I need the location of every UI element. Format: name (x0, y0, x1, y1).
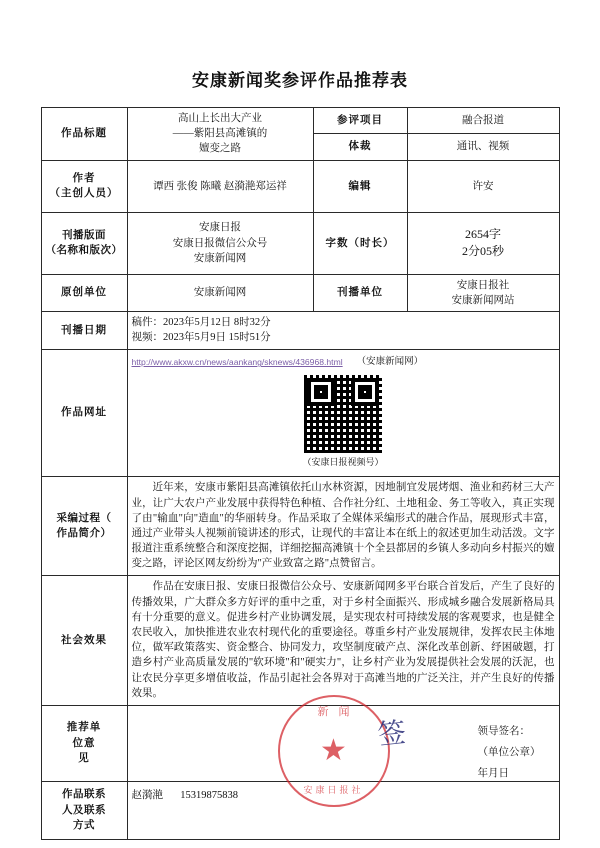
table-row (41, 705, 559, 781)
label-publish-layout (41, 212, 127, 274)
value-publish-layout (127, 212, 313, 274)
work-title-line-1: 高山上长出大产业 (178, 113, 262, 124)
word-count-line-2: 2分05秒 (461, 244, 504, 259)
value-original-unit: 安康新闻网 (127, 274, 313, 311)
label-editor: 编辑 (313, 160, 407, 212)
work-title-line-2: ——紫阳县高滩镇的 (172, 128, 268, 140)
table-row (41, 575, 559, 705)
value-publish-unit (407, 274, 559, 311)
contact-phone: 15319875838 (180, 789, 238, 801)
value-review-item: 融合报道 (407, 108, 559, 134)
value-work-url-cell (127, 349, 559, 477)
unit-seal-label: （单位公章） (477, 747, 541, 759)
signature-date-label: 年月日 (477, 768, 509, 780)
publish-date-line-1: 稿件：2023年5月12日 8时32分 (131, 317, 271, 329)
publish-layout-line-3: 安康新闻网 (193, 252, 247, 264)
work-url-link[interactable]: http://www.akxw.cn/news/aankang/sknews/436968.html (131, 357, 343, 368)
value-contact (127, 781, 559, 839)
value-social-effect: 作品在安康日报、安康日报微信公众号、安康新闻网多平台联合首发后，产生了良好的传播效果，广大群众多方好评的重中之重，对于乡村全面振兴、形成城乡融合发展新格局具有十分重要的意义。促进乡村产业协调发展，是实现农村可持续发展的客观要求，也是健全农民收入，加快推进农业农村现代化的重要途径。尊重乡村产业发展规律，发挥农民主体地位，做军政策落实、资金整合、协同发力，攻坚制度破产点、深化改革创新、纾困破题，打造乡村产业高质量发展的"软环境"和"硬实力"，让乡村产业为发展提供社会发展的沃泥，也让农民分享更多增值收益，作品引起社会各界对于高滩当地的广泛关注，并产生良好的传播效果。 (127, 575, 559, 705)
handwritten-signature: 签 (375, 717, 407, 752)
label-review-item: 参评项目 (313, 108, 407, 134)
label-genre: 体裁 (313, 134, 407, 160)
table-row (41, 108, 559, 134)
table-row (41, 312, 559, 349)
seal-bottom-text: 安康日报社 (303, 785, 364, 796)
work-title-line-3: 嬗变之路 (199, 143, 241, 155)
label-editing-process (41, 477, 127, 575)
label-work-url: 作品网址 (41, 349, 127, 477)
work-url-note: （安康新闻网） (356, 356, 424, 367)
value-editor: 许安 (407, 160, 559, 212)
label-original-unit: 原创单位 (41, 274, 127, 311)
label-recommend-opinion-line-1: 推荐单 (66, 722, 102, 734)
label-author-line-2: （主创人员） (49, 188, 119, 200)
label-publish-date: 刊播日期 (41, 312, 127, 349)
table-row (41, 212, 559, 274)
label-publish-layout-line-1: 刊播版面 (62, 229, 106, 241)
label-author-line-1: 作者 (72, 172, 96, 184)
publish-unit-line-1: 安康日报社 (456, 279, 510, 291)
publish-layout-line-2: 安康日报微信公众号 (172, 237, 268, 249)
publish-date-line-2: 视频：2023年5月9日 15时51分 (131, 332, 271, 344)
label-publish-unit: 刊播单位 (313, 274, 407, 311)
word-count-line-1: 2654字 (464, 226, 501, 241)
table-row (41, 160, 559, 212)
contact-name: 赵漪滟 (131, 789, 163, 801)
label-contact (41, 781, 127, 839)
qr-code-block (132, 369, 555, 473)
value-editing-process: 近年来，安康市紫阳县高滩镇依托山水林资源，因地制宜发展烤烟、渔业和药材三大产业，让广大农户产业发展中获得特色种植、合作社分红、土地租金、务工等收入，真正实现了由"输血"向"造血"的华丽转身。作品采取了全媒体采编形式的融合作品，展现形式丰富，通过产业带头人视频前镜讲述的形式，让现代的丰富让本在纸上的叙述更加生动活泼。文字报道注重系统整合和深度挖掘，详细挖掘高滩镇十个全县都居的乡镇人多动向乡村振兴的嬗变之路，评论区网友纷纷为"产业致富之路"点赞留言。 (127, 477, 559, 575)
seal-top-text: 新闻 (317, 706, 360, 719)
label-recommend-opinion-line-3: 见 (78, 752, 90, 764)
label-contact-line-3: 方式 (73, 819, 95, 831)
value-word-count (407, 212, 559, 274)
signature-lines (478, 721, 541, 784)
table-row (41, 781, 559, 839)
leader-signature-label: 领导签名： (477, 726, 530, 738)
label-editing-process-line-2: 作品简介） (56, 528, 112, 539)
label-contact-line-2: 人及联系 (62, 804, 106, 816)
value-work-title (127, 108, 313, 161)
value-publish-date (127, 312, 559, 349)
recommendation-form-table (41, 107, 560, 840)
star-icon: ★ (320, 734, 347, 768)
label-author (41, 160, 127, 212)
label-publish-layout-line-2: （名称和版次） (45, 245, 123, 257)
label-word-count: 字数（时长） (313, 212, 407, 274)
table-row (41, 349, 559, 477)
value-genre: 通讯、视频 (407, 134, 559, 160)
publish-unit-line-2: 安康新闻网站 (451, 294, 515, 306)
label-recommend-opinion (41, 705, 127, 781)
label-editing-process-line-1: 采编过程（ (56, 512, 112, 524)
qr-code-caption: （安康日报视频号） (302, 457, 384, 468)
qr-code-image (304, 375, 382, 453)
page-title: 安康新闻奖参评作品推荐表 (192, 71, 408, 90)
table-row (41, 274, 559, 311)
value-authors: 谭西 张俊 陈曦 赵漪滟郑运祥 (127, 160, 313, 212)
table-row (41, 477, 559, 575)
label-work-title: 作品标题 (41, 108, 127, 161)
publish-layout-line-1: 安康日报 (199, 222, 241, 234)
label-recommend-opinion-line-2: 位意 (72, 737, 96, 749)
label-contact-line-1: 作品联系 (62, 789, 106, 801)
label-social-effect: 社会效果 (41, 575, 127, 705)
